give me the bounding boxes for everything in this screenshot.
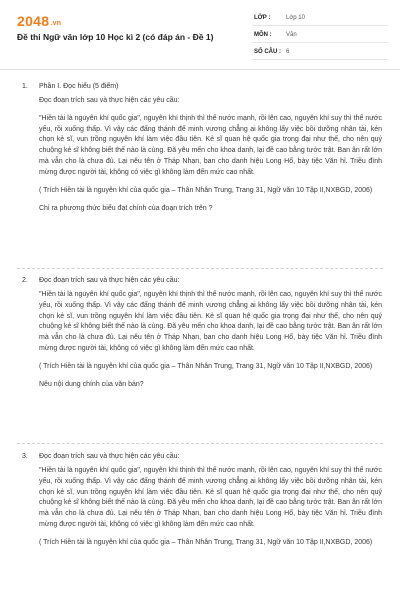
document-header — [0, 0, 400, 70]
meta-label: LỚP : — [254, 15, 271, 21]
question-number: 2. — [22, 277, 28, 284]
meta-label: SỐ CÂU : — [254, 49, 281, 55]
meta-value: 6 — [286, 49, 290, 55]
question-number: 3. — [22, 453, 28, 460]
question-2 — [22, 276, 382, 398]
question-prompt: Chỉ ra phương thức biểu đạt chính của đoạn trích trên ? — [39, 204, 213, 212]
question-number: 1. — [22, 83, 28, 90]
logo-main: 2048 — [17, 13, 50, 29]
question-passage: "Hiền tài là nguyên khí quốc gia", nguyên khí thịnh thì thế nước mạnh, rồi lên cao, nguyên khí suy thì thế nước yếu, rồi xuống thấp. Vì vậy các đấng thánh đế minh vương chẳng ai không lấy việc bồi dưỡng nhân tài, kén chọn kẻ sĩ, vun trồng nguyên khí làm việc đầu tiên. Kẻ sĩ quan hệ quốc gia trọng đại như thế, cho nên quý chuộng kẻ sĩ không biết thế nào là cùng. Đã yêu mến cho khoa danh, lại đề cao bằng tước trật. Ban ân rất lớn mà vẫn cho là chưa đủ. Lại nêu tên ở Tháp Nhạn, ban cho danh hiệu Long Hổ, bày tiệc Văn hỉ. Triều đình mừng được người tài, không có việc gì không làm đến mức cao nhất. — [39, 114, 382, 176]
question-source: ( Trích Hiền tài là nguyên khí của quốc gia – Thân Nhân Trung, Trang 31, Ngữ văn 10 Tập II,NXBGD, 2006) — [39, 362, 373, 370]
question-divider — [17, 443, 383, 444]
document-title: Đề thi Ngữ văn lớp 10 Học kì 2 (có đáp án - Đề 1) — [17, 32, 214, 42]
site-logo[interactable] — [17, 13, 61, 29]
meta-row-class — [252, 11, 388, 26]
question-heading: Phần I. Đọc hiểu (5 điểm) — [39, 83, 119, 90]
meta-label: MÔN : — [254, 32, 272, 38]
question-heading: Đọc đoạn trích sau và thực hiện các yêu cầu: — [39, 453, 180, 460]
question-3 — [22, 452, 382, 556]
question-passage: "Hiền tài là nguyên khí quốc gia", nguyên khí thịnh thì thế nước mạnh, rồi lên cao, nguyên khí suy thì thế nước yếu, rồi xuống thấp. Vì vậy các đấng thánh đế minh vương chẳng ai không lấy việc bồi dưỡng nhân tài, kén chọn kẻ sĩ, vun trồng nguyên khí làm việc đầu tiên. Kẻ sĩ quan hệ quốc gia trọng đại như thế, cho nên quý chuộng kẻ sĩ không biết thế nào là cùng. Đã yêu mến cho khoa danh, lại đề cao bằng tước trật. Ban ân rất lớn mà vẫn cho là chưa đủ. Lại nêu tên ở Tháp Nhạn, ban cho danh hiệu Long Hổ, bày tiệc Văn hỉ. Triều đình mừng được người tài, không có việc gì không làm đến mức cao nhất. — [39, 290, 382, 353]
logo-tld: .vn — [50, 20, 62, 27]
document-meta — [252, 11, 388, 60]
question-divider — [17, 268, 383, 269]
question-1 — [22, 82, 382, 221]
question-instruction: Đọc đoạn trích sau và thực hiện các yêu cầu: — [39, 96, 180, 104]
meta-row-subject — [252, 28, 388, 43]
meta-value: Lớp 10 — [286, 15, 305, 21]
question-source: ( Trích Hiền tài là nguyên khí của quốc gia – Thân Nhân Trung, Trang 31, Ngữ văn 10 Tập II,NXBGD, 2006) — [39, 538, 373, 546]
question-passage: "Hiền tài là nguyên khí quốc gia", nguyên khí thịnh thì thế nước mạnh, rồi lên cao, nguyên khí suy thì thế nước yếu, rồi xuống thấp. Vì vậy các đấng thánh đế minh vương chẳng ai không lấy việc bồi dưỡng nhân tài, kén chọn kẻ sĩ, vun trồng nguyên khí làm việc đầu tiên. Kẻ sĩ quan hệ quốc gia trọng đại như thế, cho nên quý chuộng kẻ sĩ không biết thế nào là cùng. Đã yêu mến cho khoa danh, lại đề cao bằng tước trật. Ban ân rất lớn mà vẫn cho là chưa đủ. Lại nêu tên ở Tháp Nhạn, ban cho danh hiệu Long Hổ, bày tiệc Văn hỉ. Triều đình mừng được người tài, không có việc gì không làm đến mức cao nhất. — [39, 466, 382, 529]
meta-value: Văn — [286, 32, 297, 38]
question-heading: Đọc đoạn trích sau và thực hiện các yêu cầu: — [39, 277, 180, 284]
question-source: ( Trích Hiền tài là nguyên khí của quốc gia – Thân Nhân Trung, Trang 31, Ngữ văn 10 Tập II,NXBGD, 2006) — [39, 186, 373, 194]
meta-row-count — [252, 45, 388, 60]
question-prompt: Nêu nội dung chính của văn bản? — [39, 380, 144, 388]
